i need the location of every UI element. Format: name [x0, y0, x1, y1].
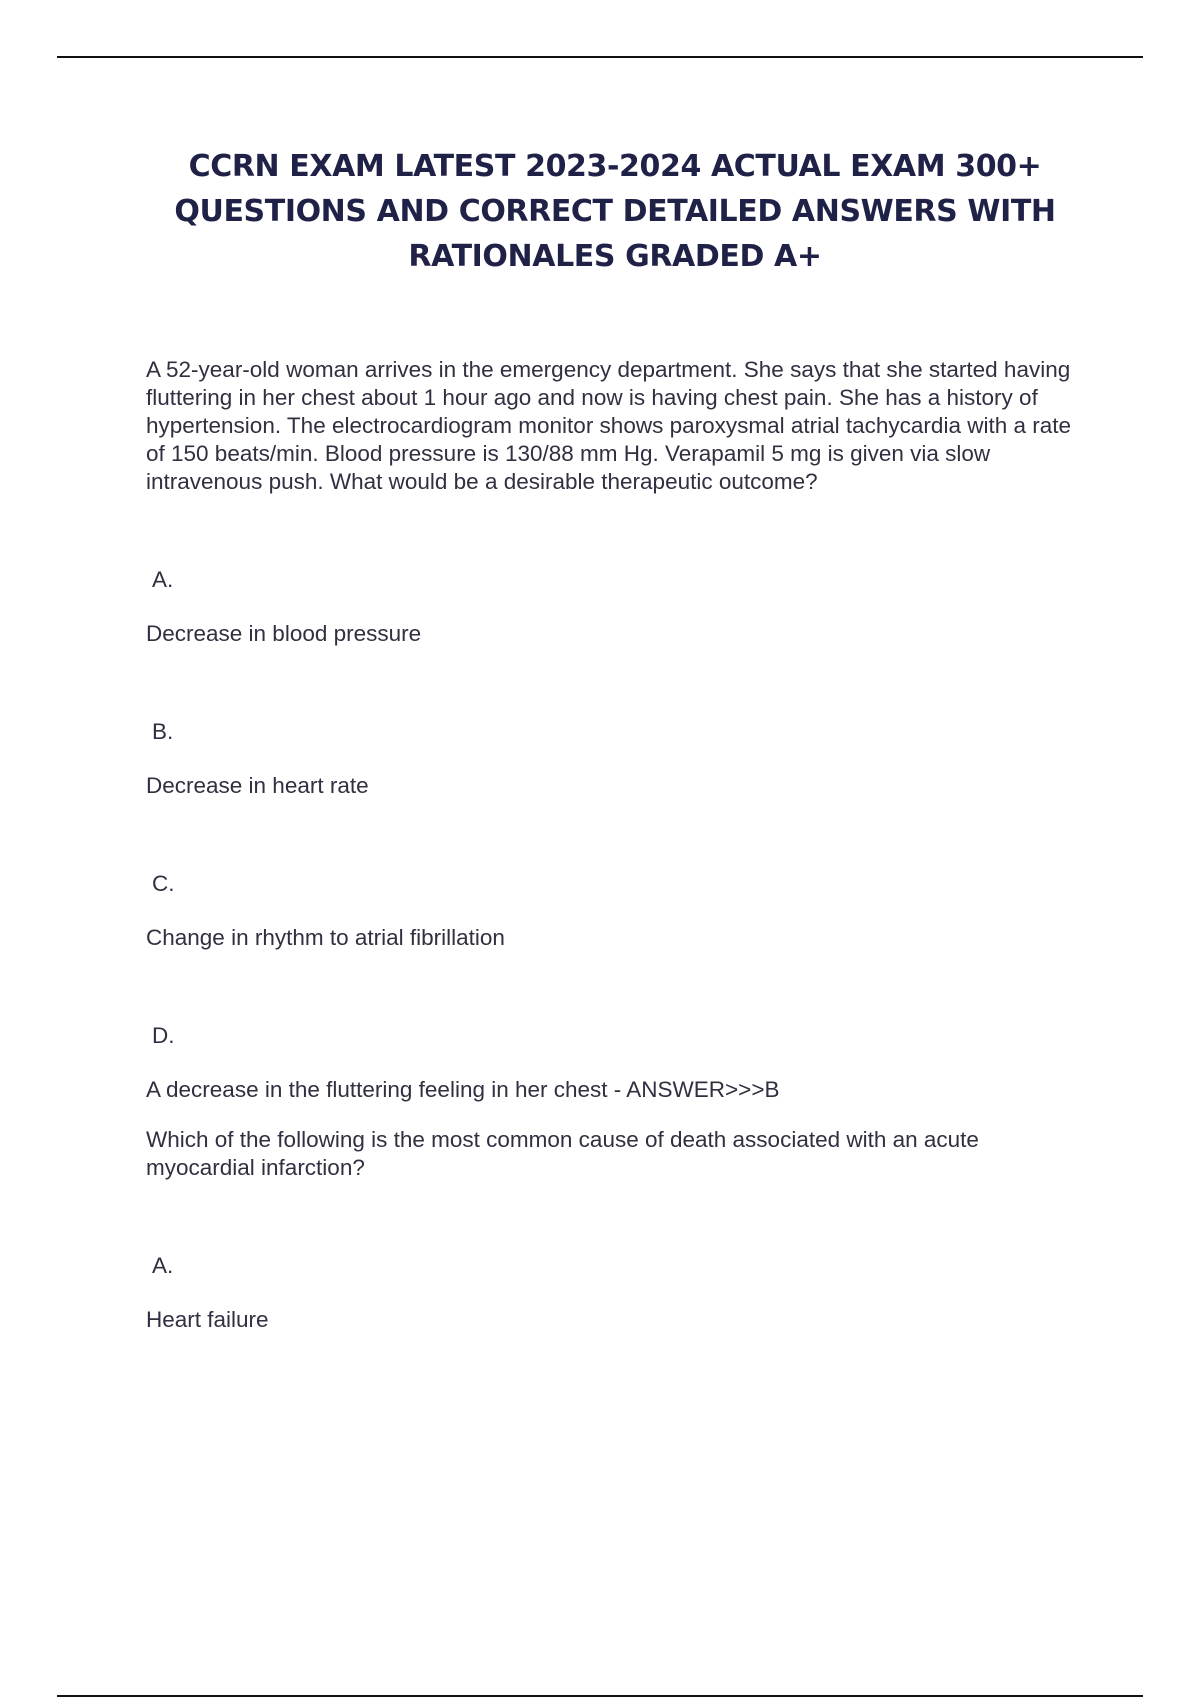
bottom-rule	[57, 1695, 1143, 1697]
question-1-option-d	[146, 1022, 1086, 1104]
question-2-text: Which of the following is the most common cause of death associated with an acute myocardial infarction?	[146, 1127, 979, 1180]
question-2-option-a	[146, 1252, 1086, 1334]
question-1-option-b	[146, 718, 1086, 800]
option-text-with-answer: A decrease in the fluttering feeling in her chest - ANSWER>>>B	[146, 1077, 780, 1102]
option-letter: C.	[152, 871, 175, 896]
option-text: Decrease in blood pressure	[146, 621, 422, 646]
question-1-option-c	[146, 870, 1086, 952]
option-text: Change in rhythm to atrial fibrillation	[146, 925, 505, 950]
option-letter: D.	[152, 1023, 175, 1048]
option-text: Heart failure	[146, 1307, 269, 1332]
option-letter: B.	[152, 719, 174, 744]
top-rule	[57, 56, 1143, 58]
document-title: CCRN EXAM LATEST 2023-2024 ACTUAL EXAM 300+ QUESTIONS AND CORRECT DETAILED ANSWERS WITH RATIONALES GRADED A+	[174, 149, 1056, 274]
option-letter: A.	[152, 567, 174, 592]
document-body	[146, 356, 1086, 1334]
question-1-option-a	[146, 566, 1086, 648]
question-1-text: A 52-year-old woman arrives in the emergency department. She says that she started having fluttering in her chest about 1 hour ago and now is having chest pain. She has a history of hypertension. The electrocardiogram monitor shows paroxysmal atrial tachycardia with a rate of 150 beats/min. Blood pressure is 130/88 mm Hg. Verapamil 5 mg is given via slow intravenous push. What would be a desirable therapeutic outcome?	[146, 357, 1072, 494]
option-letter: A.	[152, 1253, 174, 1278]
option-text: Decrease in heart rate	[146, 773, 369, 798]
